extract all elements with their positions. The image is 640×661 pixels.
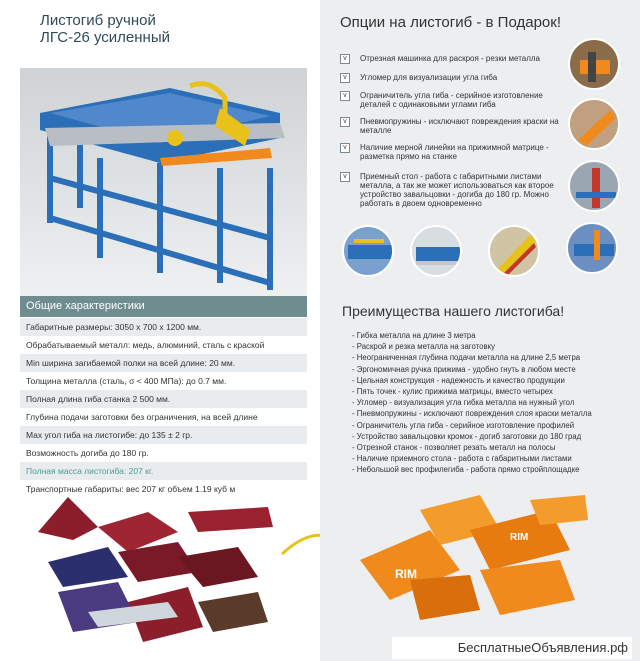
- spec-row: Габаритные размеры: 3050 x 700 x 1200 мм.: [20, 318, 307, 336]
- limiter-thumbnail: [568, 160, 620, 212]
- advantage-item: - Небольшой вес профилегиба - работа прямо стройплощадке: [352, 464, 622, 475]
- advantage-item: - Наличие приемного стола - работа с габаритными листами: [352, 453, 622, 464]
- machine-photo: [20, 68, 307, 296]
- spec-row: Мах угол гиба на листогибе: до 135 ± 2 гр.: [20, 426, 307, 444]
- advantage-item: - Цельная конструкция - надежность и качество продукции: [352, 375, 622, 386]
- advantage-item: - Ограничитель угла гиба - серийное изготовление профилей: [352, 420, 622, 431]
- title-line-1: Листогиб ручной: [40, 12, 156, 29]
- table-thumbnail-2: [410, 225, 462, 277]
- option-item: [340, 117, 560, 135]
- specs-header: Общие характеристики: [20, 296, 307, 317]
- option-text: Отрезная машинка для раскроя - резки металла: [360, 54, 541, 63]
- table-thumbnail-1: [342, 225, 394, 277]
- advantage-item: - Устройство завальцовки кромок - догиб заготовки до 180 град: [352, 431, 622, 442]
- spec-row: Min ширина загибаемой полки на всей длине: 20 мм.: [20, 354, 307, 372]
- cutter-thumbnail: [568, 38, 620, 90]
- advantage-item: - Отрезной станок - позволяет резать металл на полосы: [352, 442, 622, 453]
- options-title: Опции на листогиб - в Подарок!: [340, 14, 561, 31]
- advantages-list: [352, 330, 622, 476]
- option-item: [340, 172, 560, 208]
- option-item: [340, 143, 560, 161]
- option-text: Приемный стол - работа с габаритными листами металла, а так же может использоваться как второе устройство завальцовки - догиба до 180 гр. Можно работать в двоем одновременно: [360, 172, 554, 208]
- rim-logo: RIM: [395, 567, 417, 581]
- checkbox-icon: v: [340, 91, 350, 101]
- checkbox-icon: v: [340, 143, 350, 153]
- checkbox-icon: v: [340, 73, 350, 83]
- checkbox-icon: v: [340, 172, 350, 182]
- option-item: [340, 54, 560, 63]
- product-title: [40, 12, 170, 46]
- advantage-item: - Раскрой и резка металла на заготовку: [352, 341, 622, 352]
- title-line-2: ЛГС-26 усиленный: [40, 29, 171, 46]
- rim-logo: RIM: [510, 532, 529, 543]
- spec-row: Полная масса листогиба: 207 кг.: [20, 462, 307, 480]
- advantage-item: - Пневмопружины - исключают повреждения слоя краски металла: [352, 408, 622, 419]
- spec-row: Толщина металла (сталь, σ < 400 МПа): до 0.7 мм.: [26, 376, 227, 386]
- metal-profiles-image: [28, 492, 278, 647]
- advantage-item: - Неограниченная глубина подачи металла на длине 2,5 метра: [352, 352, 622, 363]
- advantage-item: - Угломер - визуализация угла гибка металла на нужный угол: [352, 397, 622, 408]
- checkbox-icon: v: [340, 117, 350, 127]
- option-item: [340, 91, 560, 109]
- advantage-item: - Пять точек - кулис прижима матрицы, вместо четырех: [352, 386, 622, 397]
- option-item: [340, 73, 560, 82]
- option-text: Пневмопружины - исключают повреждения краски на металле: [360, 117, 559, 135]
- option-text: Угломер для визуализации угла гиба: [360, 73, 498, 82]
- option-text: Ограничитель угла гиба - серийное изготовление деталей с одинаковыми углами гиба: [360, 91, 543, 109]
- advantages-title: Преимущества нашего листогиба!: [342, 303, 565, 319]
- spec-row: Возможность догиба до 180 гр.: [26, 448, 149, 458]
- spring-thumbnail: [566, 222, 618, 274]
- angle-gauge-thumbnail: [568, 98, 620, 150]
- rim-profiles-image: [350, 490, 590, 625]
- spec-row: Полная длина гиба станка 2 500 мм.: [20, 390, 307, 408]
- ruler-thumbnail: [488, 225, 540, 277]
- spec-row: Обрабатываемый металл: медь, алюминий, сталь с краской: [26, 340, 265, 350]
- watermark-footer: БесплатныеОбъявления.рф: [392, 637, 632, 659]
- option-text: Наличие мерной линейки на прижимной матрице - разметка прямо на станке: [360, 143, 549, 161]
- advantage-item: - Эргономичная ручка прижима - удобно гнуть в любом месте: [352, 364, 622, 375]
- advantage-item: - Гибка металла на длине 3 метра: [352, 330, 622, 341]
- spec-row: Транспортные габариты: вес 207 кг объем 1.19 куб м: [26, 484, 236, 494]
- checkbox-icon: v: [340, 54, 350, 64]
- spec-row: Глубина подачи заготовки без ограничения, на всей длине: [26, 412, 258, 422]
